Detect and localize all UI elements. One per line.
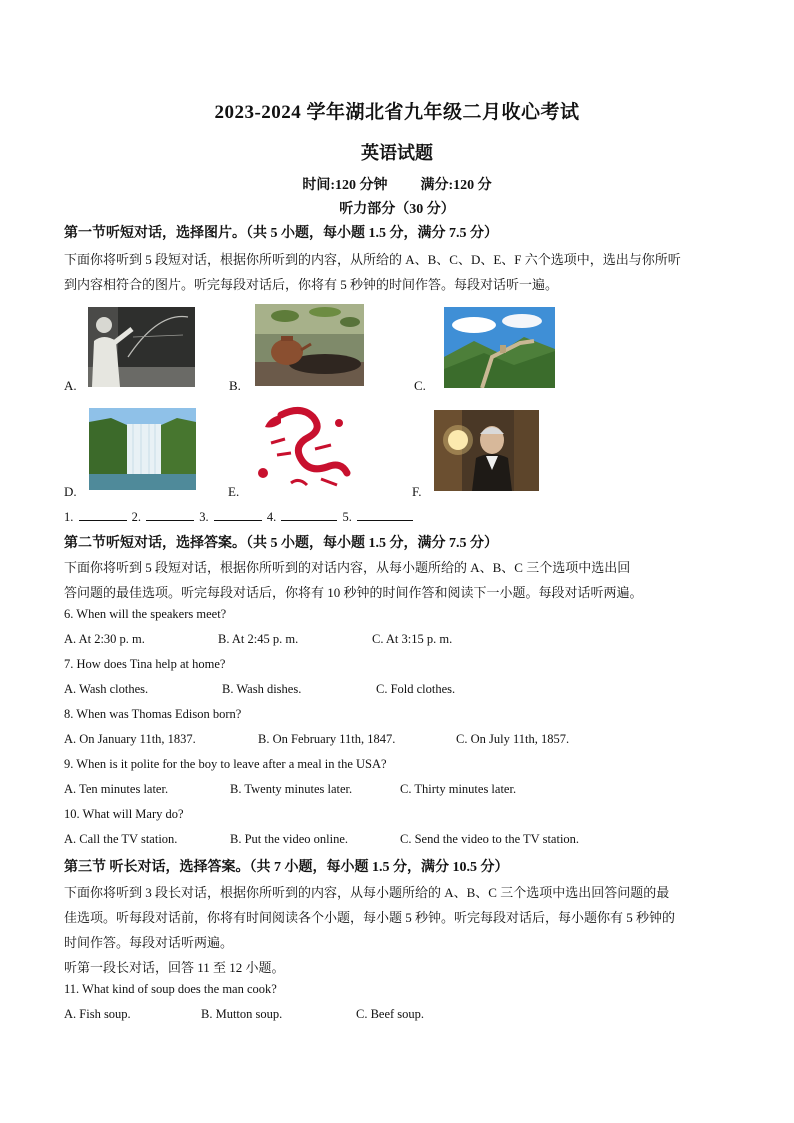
q10-option-b[interactable]: B. Put the video online. bbox=[230, 832, 349, 846]
q10-option-a[interactable]: A. Call the TV station. bbox=[64, 832, 178, 846]
q7-option-c[interactable]: C. Fold clothes. bbox=[376, 682, 456, 696]
exam-time-score bbox=[0, 174, 794, 194]
edison-lightbulb-photo-icon bbox=[434, 410, 539, 491]
answer-label-3: 3. bbox=[199, 510, 209, 524]
answer-blank-3[interactable] bbox=[214, 508, 262, 521]
answer-label-2: 2. bbox=[131, 510, 141, 524]
q6-option-c[interactable]: C. At 3:15 p. m. bbox=[372, 632, 453, 646]
question-8: 8. When was Thomas Edison born? bbox=[64, 707, 242, 721]
great-wall-photo-icon bbox=[444, 307, 555, 388]
q11-option-a[interactable]: A. Fish soup. bbox=[64, 1007, 131, 1021]
section2-instruction-line2: 答问题的最佳选项。听完每段对话后，你将有 10 秒钟的时间作答和阅读下一小题。每段对话听两遍。 bbox=[64, 585, 643, 600]
question-9: 9. When is it polite for the boy to leave after a meal in the USA? bbox=[64, 757, 387, 771]
section1-heading: 第一节听短对话，选择图片。（共 5 小题，每小题 1.5 分，满分 7.5 分） bbox=[64, 226, 498, 241]
image-label-f: F. bbox=[412, 484, 422, 499]
section1-instruction-line1: 下面你将听到 5 段短对话，根据你所听到的内容，从所给的 A、B、C、D、E、F 六个选项中，选出与你所听 bbox=[64, 252, 681, 267]
exam-title: 2023-2024 学年湖北省九年级二月收心考试 bbox=[214, 102, 580, 123]
exam-subtitle: 英语试题 bbox=[361, 143, 433, 163]
section3-instruction-line3: 时间作答。每段对话听两遍。 bbox=[64, 935, 234, 950]
q9-option-b[interactable]: B. Twenty minutes later. bbox=[230, 782, 353, 796]
question-6: 6. When will the speakers meet? bbox=[64, 607, 227, 621]
exam-time: 时间:120 分钟 bbox=[302, 178, 388, 193]
section2-heading: 第二节听短对话，选择答案。（共 5 小题，每小题 1.5 分，满分 7.5 分） bbox=[64, 536, 498, 551]
image-label-c: C. bbox=[414, 378, 426, 393]
q10-option-c[interactable]: C. Send the video to the TV station. bbox=[400, 832, 580, 846]
q6-option-b[interactable]: B. At 2:45 p. m. bbox=[218, 632, 299, 646]
answer-blank-2[interactable] bbox=[146, 508, 194, 521]
question-10: 10. What will Mary do? bbox=[64, 807, 184, 821]
answer-label-4: 4. bbox=[266, 510, 277, 524]
q11-option-b[interactable]: B. Mutton soup. bbox=[201, 1007, 283, 1021]
section1-instruction-line2: 到内容相符合的图片。听完每段对话后，你将有 5 秒钟的时间作答。每段对话听一遍。 bbox=[64, 277, 559, 292]
chinese-dragon-papercut-icon bbox=[251, 403, 354, 494]
q7-option-b[interactable]: B. Wash dishes. bbox=[222, 682, 302, 696]
q7-option-a[interactable]: A. Wash clothes. bbox=[64, 682, 149, 696]
image-label-e: E. bbox=[228, 484, 240, 499]
section3-instruction-line1: 下面你将听到 3 段长对话，根据你所听到的内容，从每小题所给的 A、B、C 三个选项中选出回答问题的最 bbox=[64, 885, 670, 900]
answer-blank-1[interactable] bbox=[79, 508, 127, 521]
answer-blanks-row bbox=[64, 508, 415, 525]
teacher-blackboard-photo-icon bbox=[88, 307, 195, 387]
q9-option-a[interactable]: A. Ten minutes later. bbox=[64, 782, 169, 796]
q9-option-c[interactable]: C. Thirty minutes later. bbox=[400, 782, 517, 796]
question-7: 7. How does Tina help at home? bbox=[64, 657, 226, 671]
q8-option-b[interactable]: B. On February 11th, 1847. bbox=[258, 732, 396, 746]
section3-heading: 第三节 听长对话，选择答案。（共 7 小题，每小题 1.5 分，满分 10.5 分） bbox=[64, 860, 509, 875]
section3-instruction-line2: 佳选项。听每段对话前，你将有时间阅读各个小题，每小题 5 秒钟。听完每段对话后，每小题你有 5 秒钟的 bbox=[64, 910, 676, 925]
image-label-d: D. bbox=[64, 484, 77, 499]
teapot-tea-leaves-photo-icon bbox=[255, 304, 364, 386]
section2-instruction-line1: 下面你将听到 5 段短对话，根据你所听到的对话内容，从每小题所给的 A、B、C 三个选项中选出回 bbox=[64, 560, 631, 575]
q11-option-c[interactable]: C. Beef soup. bbox=[356, 1007, 425, 1021]
waterfall-photo-icon bbox=[89, 408, 196, 490]
q8-option-a[interactable]: A. On January 11th, 1837. bbox=[64, 732, 196, 746]
q8-option-c[interactable]: C. On July 11th, 1857. bbox=[456, 732, 570, 746]
answer-blank-4[interactable] bbox=[281, 508, 337, 521]
answer-label-5: 5. bbox=[342, 510, 352, 524]
image-label-a: A. bbox=[64, 378, 77, 393]
listening-part-title: 听力部分（30 分） bbox=[339, 202, 455, 217]
answer-blank-5[interactable] bbox=[357, 508, 413, 521]
answer-label-1: 1. bbox=[64, 510, 74, 524]
question-11: 11. What kind of soup does the man cook? bbox=[64, 982, 277, 996]
image-label-b: B. bbox=[229, 378, 241, 393]
section3-sub-instruction: 听第一段长对话，回答 11 至 12 小题。 bbox=[64, 960, 285, 975]
exam-score: 满分:120 分 bbox=[420, 178, 492, 193]
q6-option-a[interactable]: A. At 2:30 p. m. bbox=[64, 632, 145, 646]
